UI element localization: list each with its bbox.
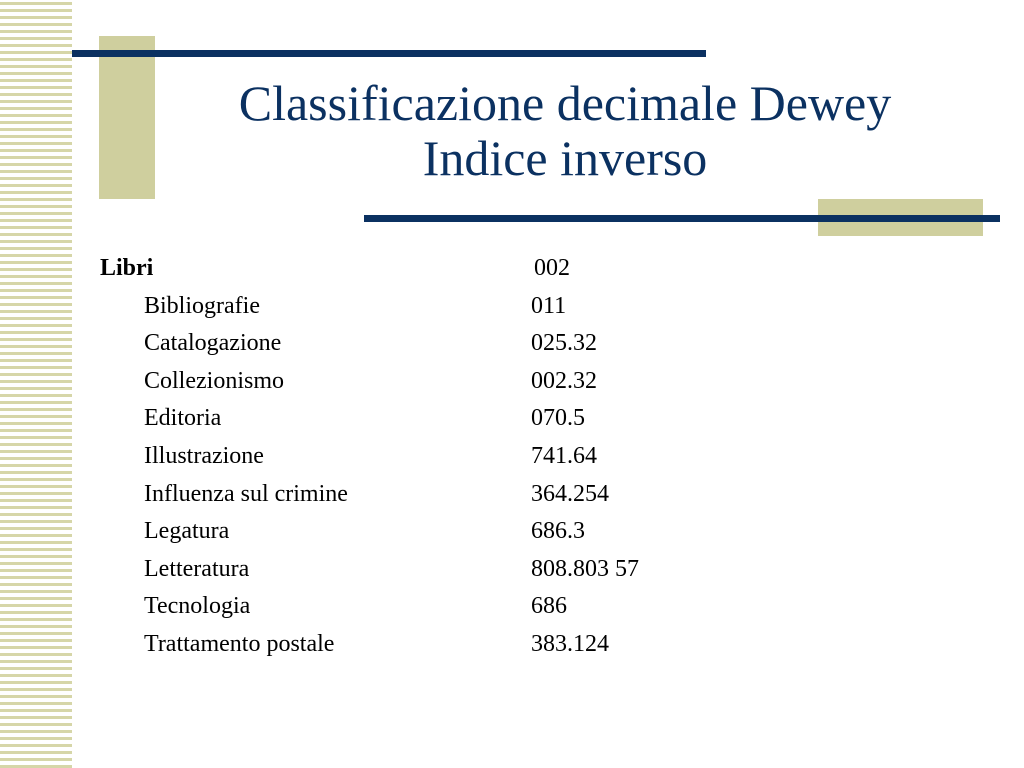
decorative-stripe-band [0,0,72,768]
item-code: 383.124 [531,630,609,657]
list-item [100,551,800,589]
item-term: Influenza sul crimine [144,480,348,507]
item-code: 808.803 57 [531,555,639,582]
item-code: 025.32 [531,330,597,357]
item-term: Bibliografie [144,292,260,319]
list-item [100,400,800,438]
item-term: Collezionismo [144,367,284,394]
item-term: Trattamento postale [144,630,335,657]
list-item [100,513,800,551]
item-term: Tecnologia [144,593,251,620]
dewey-index-list [100,250,800,664]
slide-title-line-1: Classificazione decimale Dewey [238,75,892,131]
item-code: 364.254 [531,480,609,507]
item-term: Illustrazione [144,442,264,469]
heading-term: Libri [100,255,154,281]
list-item [100,626,800,664]
heading-code: 002 [534,255,570,281]
list-item [100,438,800,476]
list-item [100,588,800,626]
list-item [100,476,800,514]
item-code: 002.32 [531,367,597,394]
list-item [100,363,800,401]
item-term: Legatura [144,518,230,545]
list-item [100,288,800,326]
item-term: Editoria [144,405,222,432]
decorative-block-top-left [99,36,155,199]
slide-title [150,76,980,186]
item-code: 741.64 [531,442,597,469]
item-code: 686.3 [531,518,585,545]
list-item [100,325,800,363]
item-term: Letteratura [144,555,250,582]
item-code: 686 [531,593,567,620]
title-rule-bottom [364,215,1000,222]
list-heading [100,250,800,288]
title-rule-top [72,50,706,57]
item-term: Catalogazione [144,330,282,357]
item-code: 011 [531,292,567,319]
item-code: 070.5 [531,405,585,432]
slide-title-line-2: Indice inverso [422,130,708,186]
